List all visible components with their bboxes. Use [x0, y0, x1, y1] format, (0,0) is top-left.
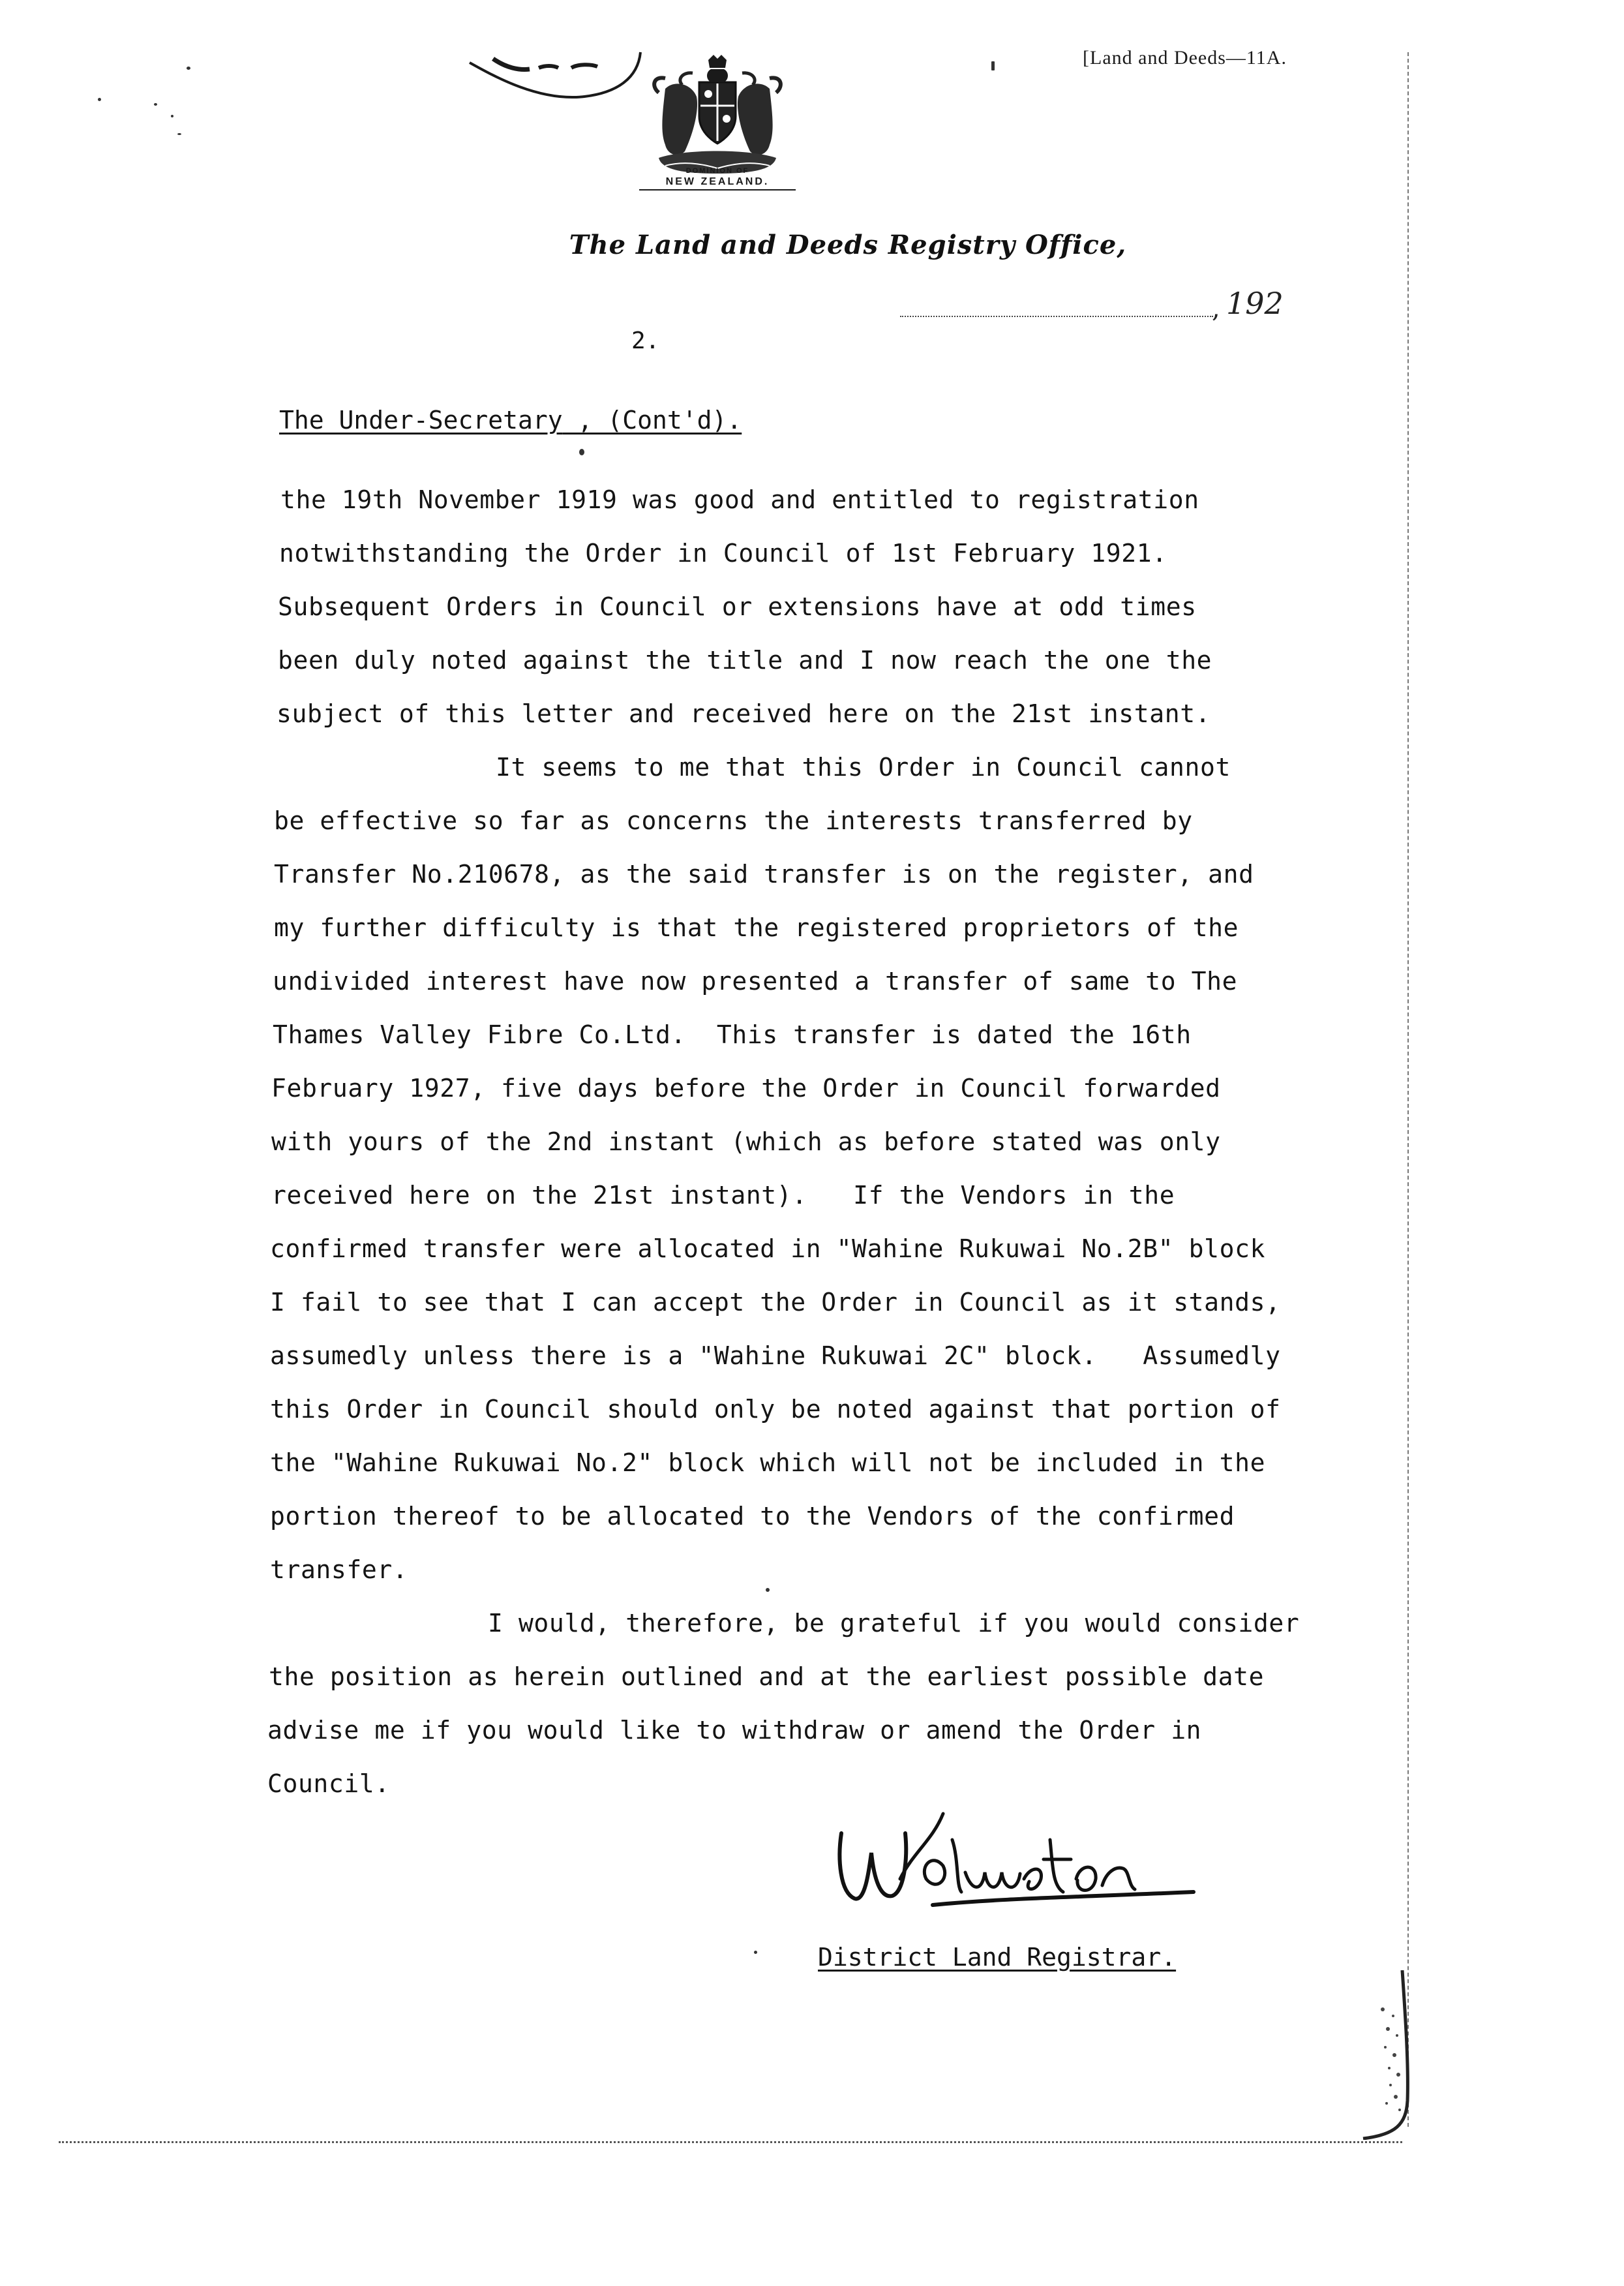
body-line: notwithstanding the Order in Council of 1st February 1921. — [279, 539, 1167, 568]
body-line: I fail to see that I can accept the Order in Council as it stands, — [270, 1288, 1281, 1317]
scan-speck — [98, 98, 101, 101]
coat-of-arms-icon — [646, 53, 789, 184]
body-line: assumedly unless there is a "Wahine Rukuwai 2C" block. Assumedly — [270, 1341, 1281, 1370]
office-heading: The Land and Deeds Registry Office, — [569, 230, 1127, 260]
crest-caption-large: NEW ZEALAND. — [639, 176, 796, 190]
crest-caption-small: DOMINION OF — [685, 167, 749, 175]
body-line: confirmed transfer were allocated in "Wahine Rukuwai No.2B" block — [270, 1234, 1266, 1263]
body-line: Council. — [267, 1769, 390, 1798]
body-line: transfer. — [270, 1555, 408, 1584]
body-line: subject of this letter and received here on the 21st instant. — [277, 699, 1211, 728]
body-line: the position as herein outlined and at the earliest possible date — [269, 1662, 1265, 1691]
page-number: 2. — [631, 328, 660, 354]
scan-speck — [579, 449, 584, 455]
body-line: this Order in Council should only be noted against that portion of — [270, 1395, 1281, 1424]
scan-speck — [766, 1588, 770, 1592]
body-line: with yours of the 2nd instant (which as before stated was only — [271, 1127, 1221, 1156]
addressee-line — [279, 406, 742, 434]
scan-speck — [187, 67, 190, 70]
body-line: received here on the 21st instant). If the Vendors in the — [271, 1181, 1175, 1210]
signer-title: District Land Registrar. — [818, 1943, 1177, 1972]
body-line: portion thereof to be allocated to the Vendors of the confirmed — [270, 1502, 1235, 1531]
body-line: undivided interest have now presented a transfer of same to The — [273, 967, 1238, 996]
body-line: February 1927, five days before the Order in Council forwarded — [271, 1074, 1221, 1103]
form-reference: [Land and Deeds—11A. — [1083, 47, 1287, 69]
scan-speck — [154, 103, 157, 106]
addressee: The Under-Secretary — [279, 406, 563, 434]
page-edge — [1407, 52, 1411, 2127]
body-line: been duly noted against the title and I now reach the one the — [278, 646, 1212, 675]
body-line: I would, therefore, be grateful if you would consider — [488, 1609, 1300, 1638]
body-line: Transfer No.210678, as the said transfer is on the register, and — [274, 860, 1254, 889]
body-line: Subsequent Orders in Council or extensions have at odd times — [278, 592, 1197, 621]
date-year: 192 — [1226, 286, 1284, 321]
corner-scuff — [1357, 1970, 1415, 2140]
scan-speck — [754, 1951, 757, 1954]
partial-stamp-mark — [467, 39, 643, 104]
addressee-suffix: , (Cont'd). — [562, 406, 742, 434]
date-line — [900, 316, 1213, 317]
body-line: the "Wahine Rukuwai No.2" block which will not be included in the — [270, 1448, 1266, 1477]
scan-speck — [171, 115, 173, 117]
body-line: Thames Valley Fibre Co.Ltd. This transfer is dated the 16th — [273, 1020, 1192, 1049]
scan-speck — [991, 61, 995, 70]
body-line: the 19th November 1919 was good and entitled to registration — [280, 485, 1199, 514]
body-line: my further difficulty is that the registered proprietors of the — [274, 913, 1239, 942]
date-comma: , — [1212, 294, 1220, 324]
handwritten-signature — [828, 1801, 1220, 1925]
body-line: be effective so far as concerns the interests transferred by — [274, 806, 1193, 835]
body-line: It seems to me that this Order in Council cannot — [496, 753, 1231, 782]
crest-caption — [639, 167, 796, 190]
scan-speck — [177, 133, 181, 135]
body-line: advise me if you would like to withdraw or amend the Order in — [267, 1716, 1202, 1745]
bottom-rule — [59, 2141, 1402, 2143]
